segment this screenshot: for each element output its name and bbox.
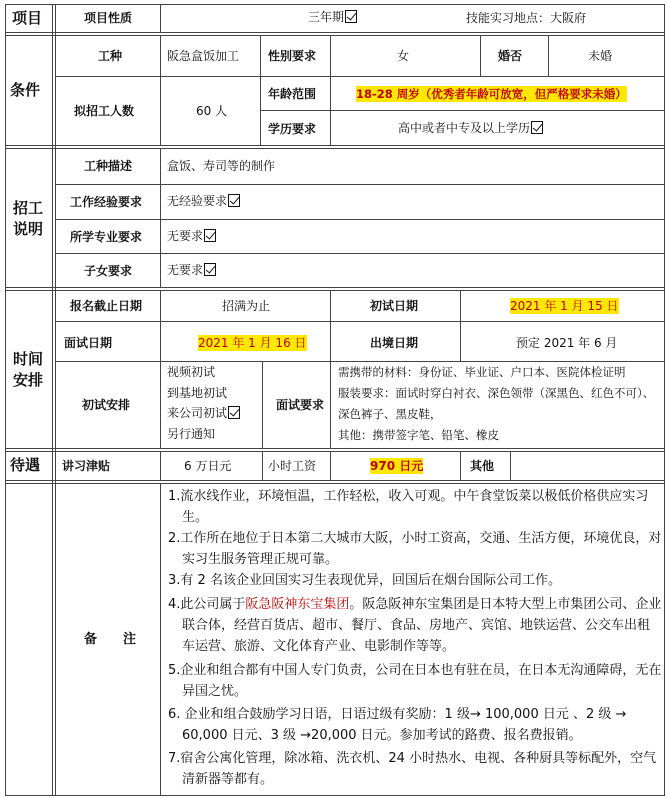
requirement-line: 其他：携带签字笔、铅笔、橡皮	[338, 428, 499, 442]
notes-label: 备 注	[84, 632, 137, 647]
interview-value: 2021 年 1 月 16 日	[198, 336, 307, 350]
group-name: 阪急阪神东宝集团	[245, 597, 350, 612]
other-label: 其他	[470, 459, 495, 473]
allowance-value: 6 万日元	[184, 459, 232, 473]
recruit-label-1: 招工	[13, 199, 44, 217]
pay-label: 待遇	[10, 456, 41, 474]
note-item: 6. 企业和组合鼓励学习日语，日语过级有奖励：1 级→ 100,000 日元 、2 级 → 60,000 日元、3 级 →20,000 日元。参加考试的路费、报名费报销。	[168, 707, 627, 743]
education-label: 学历要求	[268, 122, 317, 136]
note-item-group: 4.此公司属于阪急阪神东宝集团。阪急阪神东宝集团是日本特大型上市集团公司、企业联合体，经营百货店、超市、餐厅、食品、房地产、宾馆、地铁运营、公交车出租车运营、旅游、文化体育产业、电影制作等等。	[168, 597, 662, 654]
children-value	[167, 262, 216, 278]
major-value	[167, 228, 216, 244]
checkbox-checked-icon	[204, 229, 216, 242]
schedule-label-1: 时间	[13, 350, 44, 368]
hourly-value: 970 日元	[370, 459, 424, 473]
gender-value: 女	[397, 49, 410, 63]
interview-label: 面试日期	[64, 336, 113, 350]
job-desc-label: 工种描述	[84, 159, 133, 173]
term-text: 三年期	[308, 10, 345, 24]
hourly-label: 小时工资	[268, 459, 317, 473]
headcount-value: 60 人	[196, 104, 228, 118]
job-desc-value: 盒饭、寿司等的制作	[167, 159, 276, 173]
major-label: 所学专业要求	[70, 230, 143, 244]
checkbox-checked-icon	[228, 406, 240, 419]
checkbox-checked-icon	[228, 194, 240, 207]
education-text: 高中或者中专及以上学历	[398, 121, 531, 135]
education-value	[398, 120, 543, 136]
age-label: 年龄范围	[268, 87, 317, 101]
children-text: 无要求	[167, 263, 204, 277]
note-item: 1.流水线作业，环境恒温，工作轻松，收入可观。中午食堂饭菜以极低价格供应实习生。	[168, 489, 649, 525]
major-text: 无要求	[167, 229, 204, 243]
project-nature-label: 项目性质	[84, 11, 133, 25]
arrange-option: 另行通知	[167, 427, 216, 441]
experience-value	[167, 193, 240, 209]
arrange-option-text: 来公司初试	[167, 406, 228, 420]
note-item: 3.有 2 名该企业回国实习生表现优异，回国后在烟台国际公司工作。	[168, 573, 561, 588]
first-exam-value: 2021 年 1 月 15 日	[510, 299, 619, 313]
arrange-option: 视频初试	[167, 365, 216, 379]
experience-label: 工作经验要求	[70, 195, 143, 209]
allowance-label: 讲习津贴	[62, 459, 111, 473]
note-item: 7.宿舍公寓化管理，除冰箱、洗衣机、24 小时热水、电视、各种厨具等标配外，空气清新器等都有。	[168, 751, 657, 787]
location-value: 技能实习地点：大阪府	[466, 11, 587, 25]
requirement-line: 服装要求：面试时穿白衬衣、深色领带（深黑色、红色不可）、	[338, 386, 655, 400]
note-item: 5.企业和组合都有中国人专门负责，公司在日本也有驻在员，在日本无沟通障碍，无在异国之忧。	[168, 663, 662, 699]
children-label: 子女要求	[84, 264, 133, 278]
schedule-label-2: 安排	[13, 371, 44, 389]
arrange-option	[167, 405, 240, 421]
recruit-label-2: 说明	[13, 220, 44, 238]
departure-label: 出境日期	[370, 336, 419, 350]
notes-list	[168, 486, 662, 792]
term-value	[308, 9, 357, 25]
age-value: 18-28 周岁（优秀者年龄可放宽，但严格要求未婚）	[356, 87, 627, 101]
headcount-label: 拟招工人数	[74, 104, 135, 118]
checkbox-checked-icon	[345, 10, 357, 23]
requirement-line: 深色裤子、黑皮鞋，	[338, 407, 442, 421]
departure-value: 预定 2021 年 6 月	[516, 336, 618, 350]
requirements-label: 面试要求	[276, 398, 325, 412]
deadline-value: 招满为止	[222, 299, 271, 313]
experience-text: 无经验要求	[167, 194, 228, 208]
marriage-label: 婚否	[498, 49, 523, 63]
project-label: 项目	[12, 9, 43, 27]
marriage-value: 未婚	[588, 49, 613, 63]
first-exam-label: 初试日期	[370, 299, 419, 313]
job-type-value: 阪急盒饭加工	[167, 49, 240, 63]
requirement-line: 需携带的材料：身份证、毕业证、户口本、医院体检证明	[338, 365, 626, 379]
arrange-label: 初试安排	[82, 398, 131, 412]
arrange-option: 到基地初试	[167, 386, 228, 400]
checkbox-checked-icon	[531, 121, 543, 134]
checkbox-checked-icon	[204, 263, 216, 276]
gender-label: 性别要求	[268, 49, 317, 63]
note-item: 2.工作所在地位于日本第二大城市大阪，小时工资高，交通、生活方便，环境优良，对实习生服务管理正规可靠。	[168, 531, 662, 567]
conditions-label: 条件	[10, 81, 41, 99]
job-type-label: 工种	[98, 49, 123, 63]
deadline-label: 报名截止日期	[70, 299, 143, 313]
